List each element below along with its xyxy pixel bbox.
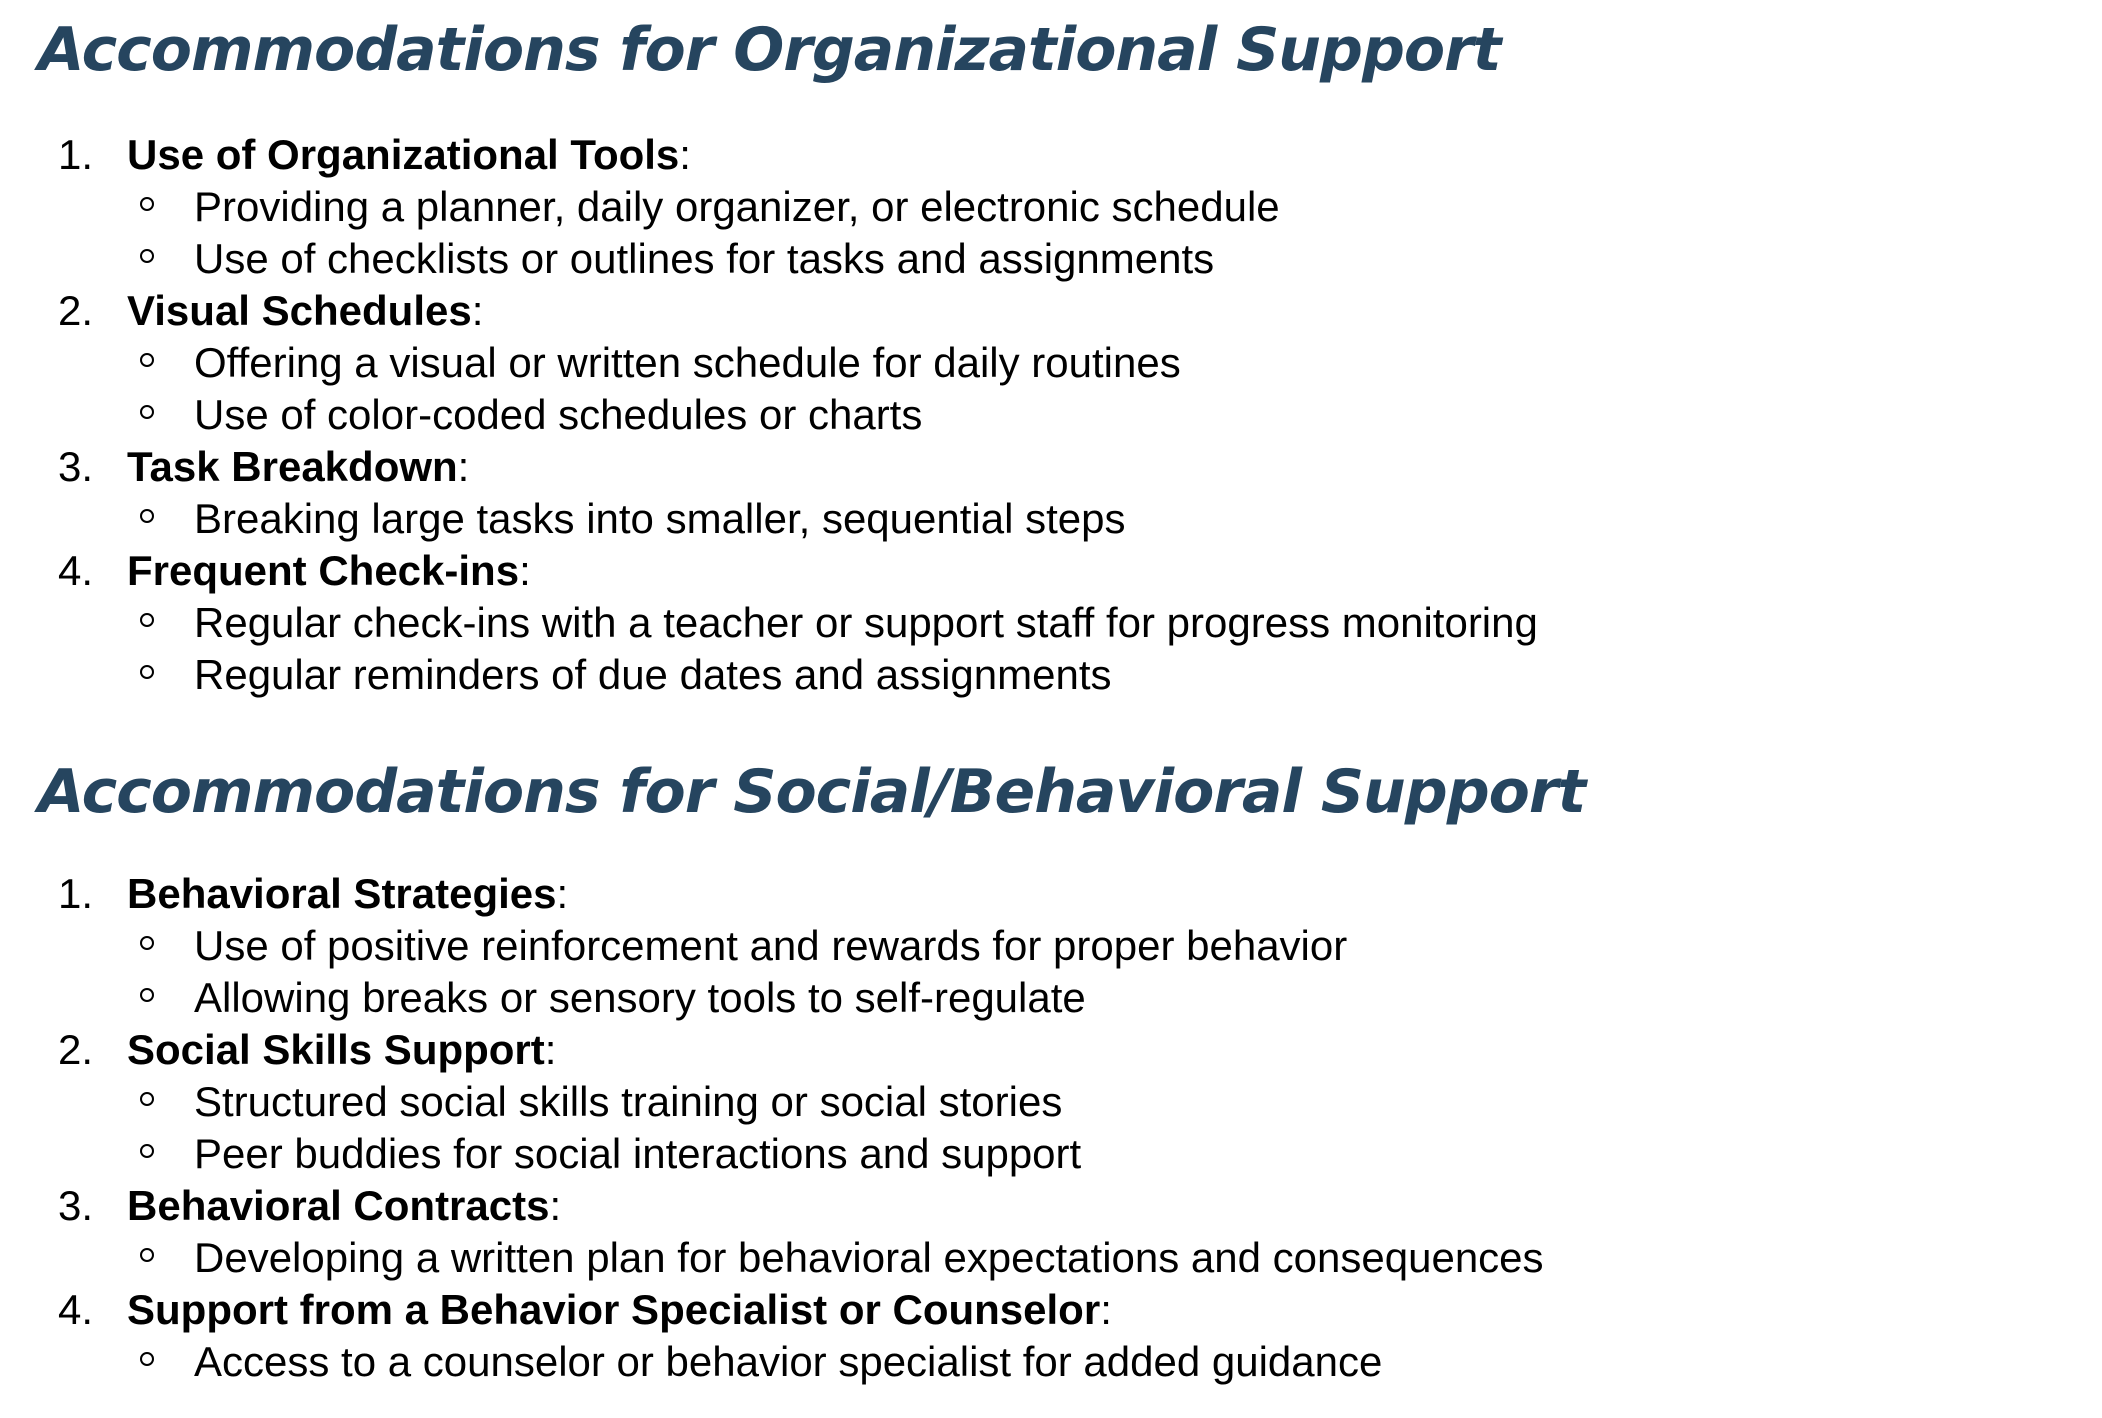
sub-list-item [0,1336,2102,1388]
sub-list [0,1336,2102,1388]
hollow-circle-bullet-icon [140,1248,154,1262]
sub-item-text: Offering a visual or written schedule for daily routines [194,339,1181,386]
item-number: 1. [58,131,94,178]
list-item [0,1284,2102,1388]
sub-list-item [0,597,2102,649]
item-title: Social Skills Support [127,1026,545,1073]
sub-list [0,493,2102,545]
sub-list-item [0,920,2102,972]
hollow-circle-bullet-icon [140,1092,154,1106]
hollow-circle-bullet-icon [140,197,154,211]
hollow-circle-bullet-icon [140,1144,154,1158]
sub-item-text: Use of color-coded schedules or charts [194,391,923,438]
sub-list [0,597,2102,701]
numbered-list [0,129,2102,701]
sub-item-text: Developing a written plan for behavioral expectations and consequences [194,1234,1544,1281]
item-number: 4. [58,547,94,594]
list-item [0,868,2102,1024]
sub-list-item [0,1128,2102,1180]
item-number: 1. [58,870,94,917]
sub-list-item [0,972,2102,1024]
item-title-suffix: : [457,443,470,490]
section-heading: Accommodations for Organizational Support [38,15,1501,85]
item-title: Visual Schedules [127,287,472,334]
sub-item-text: Peer buddies for social interactions and support [194,1130,1082,1177]
list-item [0,285,2102,441]
item-title: Support from a Behavior Specialist or Counselor [127,1286,1101,1333]
item-title: Behavioral Strategies [127,870,557,917]
section-heading: Accommodations for Social/Behavioral Support [38,757,1586,827]
list-item [0,1180,2102,1284]
sub-list-item [0,493,2102,545]
sub-item-text: Structured social skills training or social stories [194,1078,1063,1125]
sub-list [0,920,2102,1024]
item-title: Use of Organizational Tools [127,131,680,178]
item-title-suffix: : [1100,1286,1112,1333]
sub-item-text: Regular check-ins with a teacher or support staff for progress monitoring [194,599,1538,646]
sub-item-text: Breaking large tasks into smaller, sequential steps [194,495,1126,542]
hollow-circle-bullet-icon [140,613,154,627]
sub-item-text: Regular reminders of due dates and assignments [194,651,1112,698]
item-title-suffix: : [679,131,691,178]
sub-item-text: Access to a counselor or behavior specialist for added guidance [194,1338,1383,1385]
hollow-circle-bullet-icon [140,509,154,523]
sub-item-text: Use of positive reinforcement and rewards for proper behavior [194,922,1348,969]
sub-list [0,337,2102,441]
item-number: 4. [58,1286,94,1333]
section-organizational-support [0,8,2102,701]
list-item [0,441,2102,545]
sub-list [0,181,2102,285]
sub-list-item [0,389,2102,441]
section-social-behavioral-support [0,750,2102,1388]
list-item [0,545,2102,701]
sub-list [0,1232,2102,1284]
sub-list-item [0,181,2102,233]
sub-list-item [0,1076,2102,1128]
item-title-suffix: : [519,547,531,594]
list-item [0,129,2102,285]
item-title-suffix: : [556,870,569,917]
item-title: Frequent Check-ins [127,547,520,594]
sub-list-item [0,1232,2102,1284]
sub-item-text: Providing a planner, daily organizer, or electronic schedule [194,183,1280,230]
item-number: 2. [58,1026,94,1073]
list-item [0,1024,2102,1180]
hollow-circle-bullet-icon [140,249,154,263]
item-title: Task Breakdown [127,443,458,490]
hollow-circle-bullet-icon [140,988,154,1002]
item-title-suffix: : [544,1026,557,1073]
numbered-list [0,868,2102,1388]
item-number: 2. [58,287,94,334]
item-number: 3. [58,1182,94,1229]
hollow-circle-bullet-icon [140,936,154,950]
sub-list [0,1076,2102,1180]
item-title-suffix: : [471,287,484,334]
hollow-circle-bullet-icon [140,405,154,419]
item-number: 3. [58,443,94,490]
sub-list-item [0,233,2102,285]
hollow-circle-bullet-icon [140,1352,154,1366]
hollow-circle-bullet-icon [140,353,154,367]
sub-list-item [0,337,2102,389]
sub-item-text: Use of checklists or outlines for tasks and assignments [194,235,1215,282]
item-title-suffix: : [549,1182,562,1229]
sub-item-text: Allowing breaks or sensory tools to self-regulate [194,974,1086,1021]
hollow-circle-bullet-icon [140,665,154,679]
item-title: Behavioral Contracts [127,1182,550,1229]
sub-list-item [0,649,2102,701]
